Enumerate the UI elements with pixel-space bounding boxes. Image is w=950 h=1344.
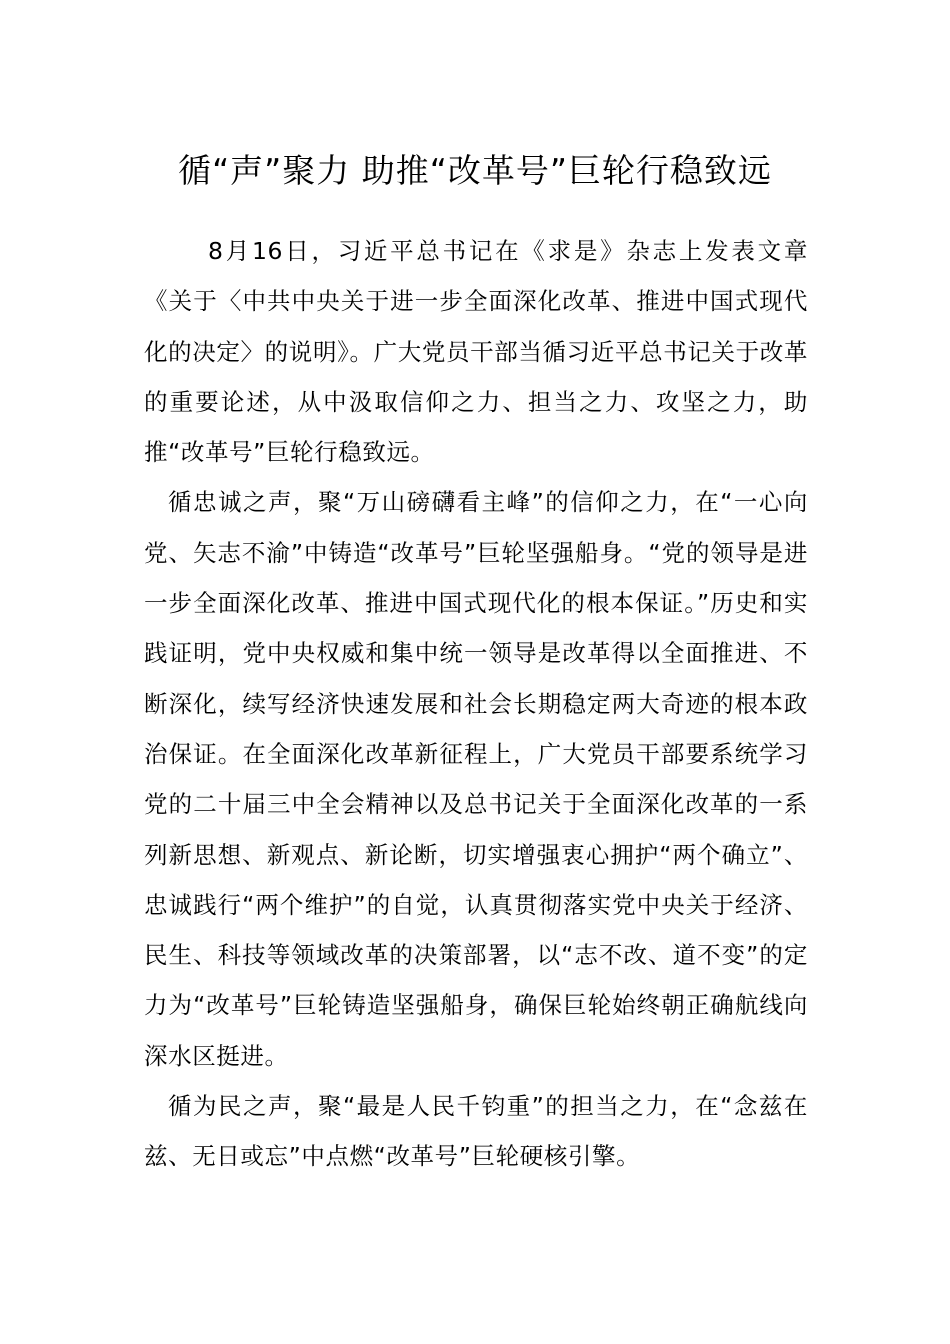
paragraph-people: 循为民之声，聚“最是人民千钧重”的担当之力，在“念兹在兹、无日或忘”中点燃“改革号”巨轮硬核引擎。 [144,1092,808,1171]
paragraph-loyalty: 循忠诚之声，聚“万山磅礴看主峰”的信仰之力，在“一心向党、矢志不渝”中铸造“改革号”巨轮坚强船身。“党的领导是进一步全面深化改革、推进中国式现代化的根本保证。”历史和实践证明，党中央权威和集中统一领导是改革得以全面推进、不断深化，续写经济快速发展和社会长期稳定两大奇迹的根本政治保证。在全面深化改革新征程上，广大党员干部要系统学习党的二十届三中全会精神以及总书记关于全面深化改革的一系列新思想、新观点、新论断，切实增强衷心拥护“两个确立”、忠诚践行“两个维护”的自觉，认真贯彻落实党中央关于经济、民生、科技等领域改革的决策部署，以“志不改、道不变”的定力为“改革号”巨轮铸造坚强船身，确保巨轮始终朝正确航线向深水区挺进。 [144,488,808,1070]
paragraph-intro: 8月16日，习近平总书记在《求是》杂志上发表文章《关于〈中共中央关于进一步全面深化改革、推进中国式现代化的决定〉的说明》。广大党员干部当循习近平总书记关于改革的重要论述，从中汲取信仰之力、担当之力、攻坚之力，助推“改革号”巨轮行稳致远。 [144,237,808,467]
document-body [144,226,808,1182]
document-title: 循“声”聚力 助推“改革号”巨轮行稳致远 [178,151,772,191]
